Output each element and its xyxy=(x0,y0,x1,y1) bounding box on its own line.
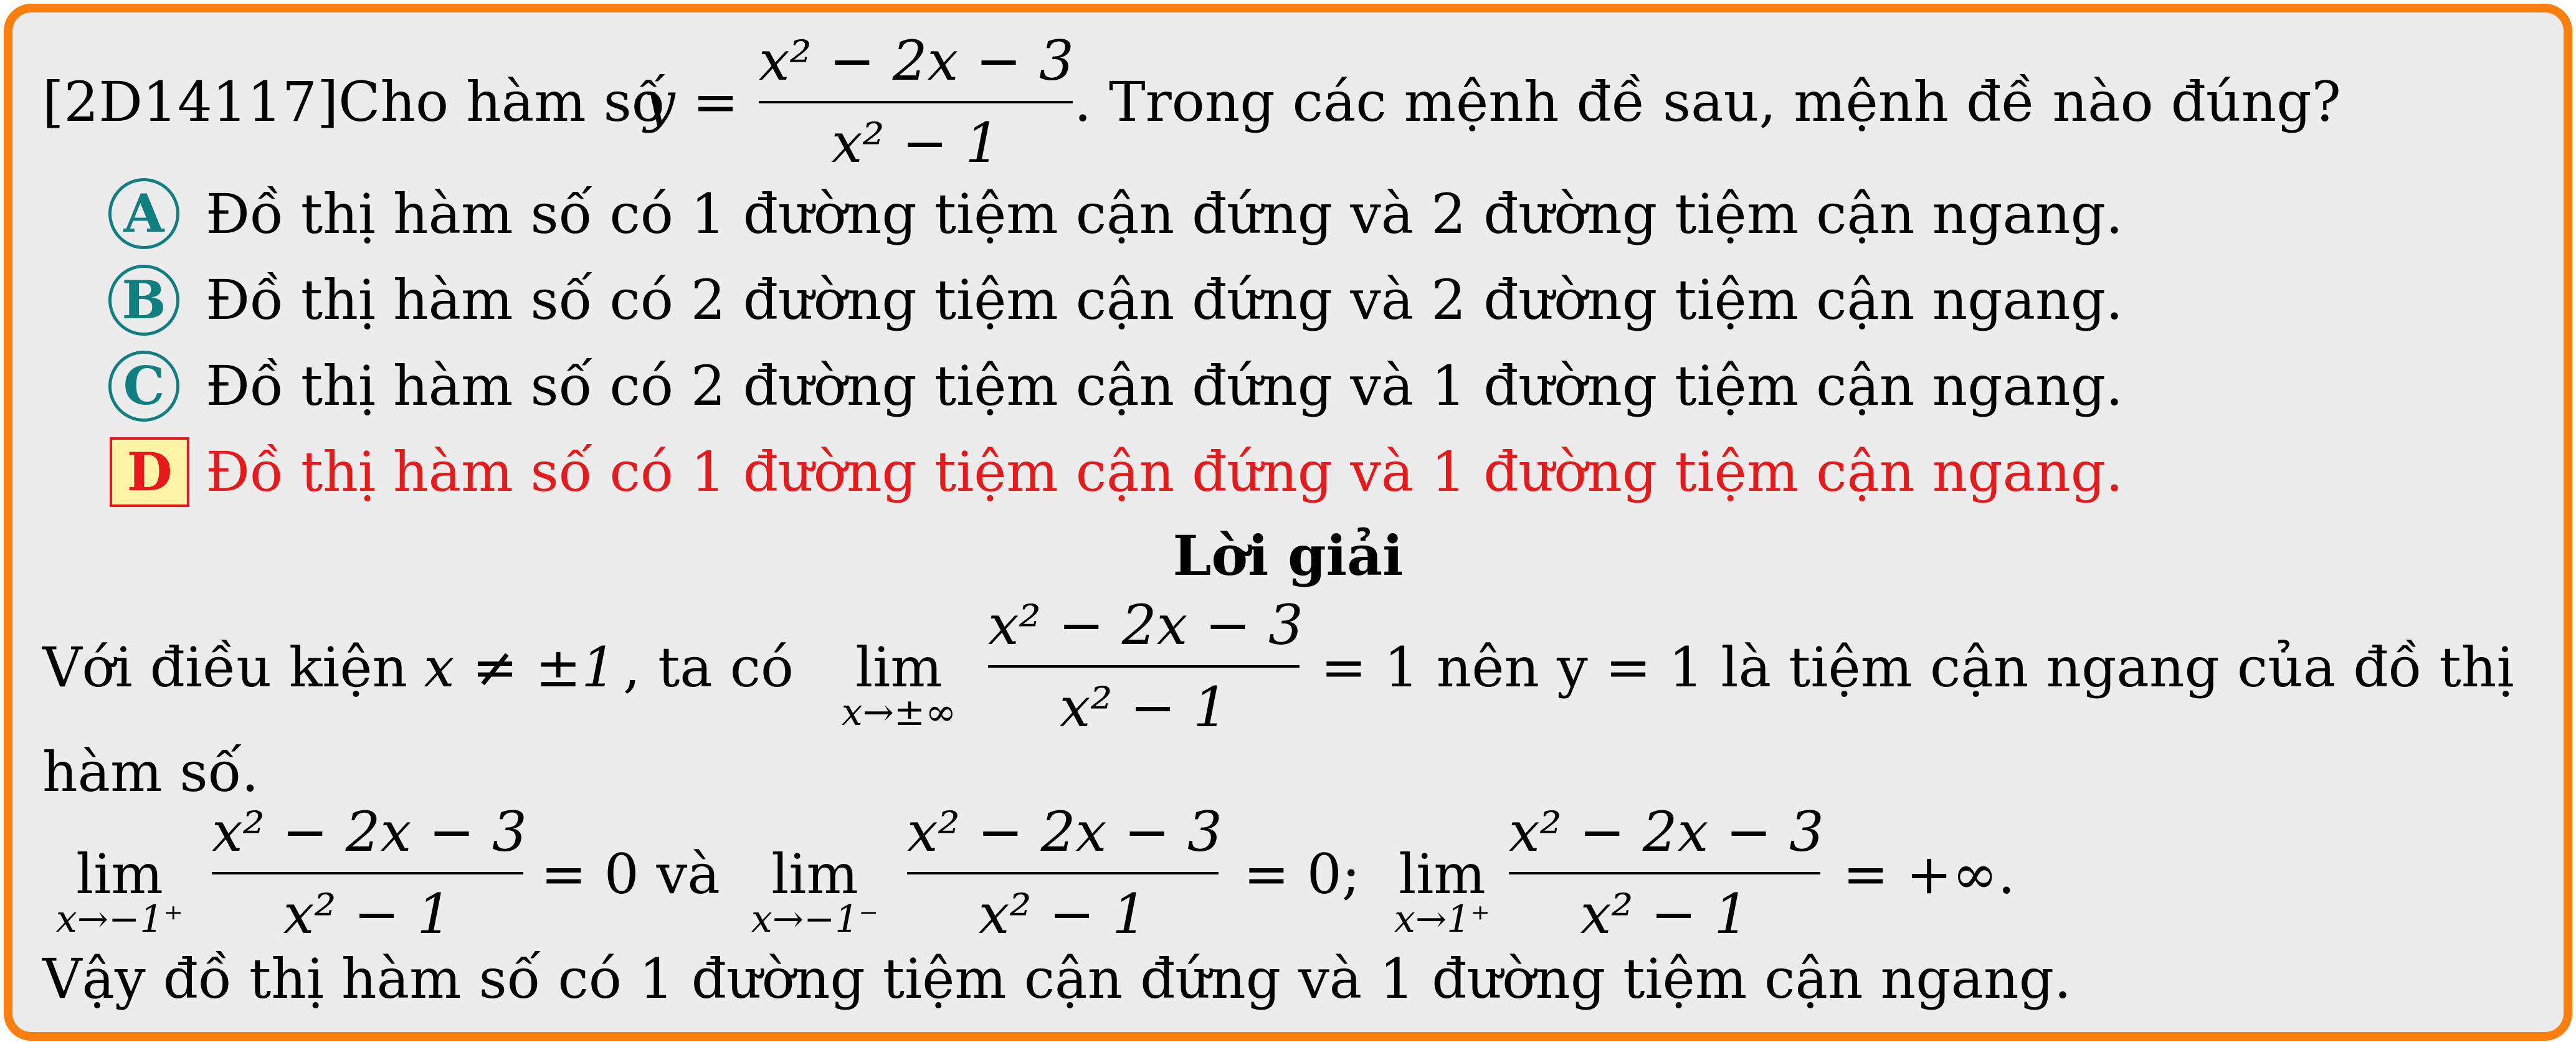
question-y-eq: y = xyxy=(644,70,739,134)
solution-heading: Lời giải xyxy=(1172,523,1404,588)
limit-word: lim xyxy=(76,842,163,906)
limit-word: lim xyxy=(855,635,943,699)
limit-3-fraction xyxy=(907,792,1222,946)
limit-word: lim xyxy=(1399,842,1486,906)
solution-line1-result: = 1 nên y = 1 là tiệm cận ngang của đồ thị xyxy=(1321,635,2514,699)
fraction-numerator: x² − 2x − 3 xyxy=(212,800,527,864)
limit-subscript: x→±∞ xyxy=(841,691,957,734)
fraction-bar xyxy=(1509,872,1820,874)
option-b-text[interactable]: Đồ thị hàm số có 2 đường tiệm cận đứng và 2 đường tiệm cận ngang. xyxy=(206,268,2124,332)
fraction-numerator: x² − 2x − 3 xyxy=(759,29,1074,93)
fraction-bar xyxy=(988,665,1300,668)
option-c-badge[interactable]: C xyxy=(108,351,179,422)
limit-4-fraction xyxy=(1509,792,1824,946)
fraction-denominator: x² − 1 xyxy=(1059,675,1229,739)
limit-4 xyxy=(1371,842,1514,942)
option-d-badge-correct[interactable]: D xyxy=(110,437,189,507)
fraction-denominator: x² − 1 xyxy=(1580,882,1749,946)
solution-line1-middle: , ta có xyxy=(623,635,794,699)
limit-2-result: = 0 và xyxy=(541,842,720,906)
fraction-numerator: x² − 2x − 3 xyxy=(988,593,1303,657)
limit-1-fraction xyxy=(988,585,1303,739)
fraction-numerator: x² − 2x − 3 xyxy=(1509,800,1824,864)
limit-subscript: x→−1⁻ xyxy=(751,898,879,941)
limit-3-result: = 0; xyxy=(1243,842,1361,906)
question-code: [2D14117]Cho hàm số xyxy=(42,70,665,134)
fraction-denominator: x² − 1 xyxy=(283,882,452,946)
limit-4-result: = +∞. xyxy=(1843,842,2015,906)
limit-2-fraction xyxy=(212,792,527,946)
fraction-bar xyxy=(907,872,1219,874)
fraction-bar xyxy=(759,101,1073,103)
limit-1 xyxy=(821,635,977,735)
option-b-badge[interactable]: B xyxy=(108,265,179,336)
option-d-text[interactable]: Đồ thị hàm số có 1 đường tiệm cận đứng và 1 đường tiệm cận ngang. xyxy=(206,440,2124,504)
solution-conclusion: Vậy đồ thị hàm số có 1 đường tiệm cận đứng và 1 đường tiệm cận ngang. xyxy=(42,947,2072,1011)
fraction-denominator: x² − 1 xyxy=(831,111,1000,175)
option-a-text[interactable]: Đồ thị hàm số có 1 đường tiệm cận đứng và 2 đường tiệm cận ngang. xyxy=(206,182,2124,246)
option-c-text[interactable]: Đồ thị hàm số có 2 đường tiệm cận đứng và 1 đường tiệm cận ngang. xyxy=(206,354,2124,418)
question-tail: . Trong các mệnh đề sau, mệnh đề nào đúng? xyxy=(1074,70,2341,134)
limit-subscript: x→−1⁺ xyxy=(55,898,184,941)
option-a-badge[interactable]: A xyxy=(108,178,179,249)
limit-subscript: x→1⁺ xyxy=(1394,898,1490,941)
solution-condition: x ≠ ±1 xyxy=(424,635,617,699)
fraction-denominator: x² − 1 xyxy=(978,882,1148,946)
limit-2 xyxy=(39,842,201,942)
solution-line1-prefix: Với điều kiện xyxy=(42,635,408,699)
question-fraction xyxy=(759,25,1073,174)
fraction-bar xyxy=(212,872,523,874)
limit-3 xyxy=(734,842,896,942)
fraction-numerator: x² − 2x − 3 xyxy=(907,800,1222,864)
solution-line1-cont: hàm số. xyxy=(42,740,259,804)
limit-word: lim xyxy=(771,842,858,906)
